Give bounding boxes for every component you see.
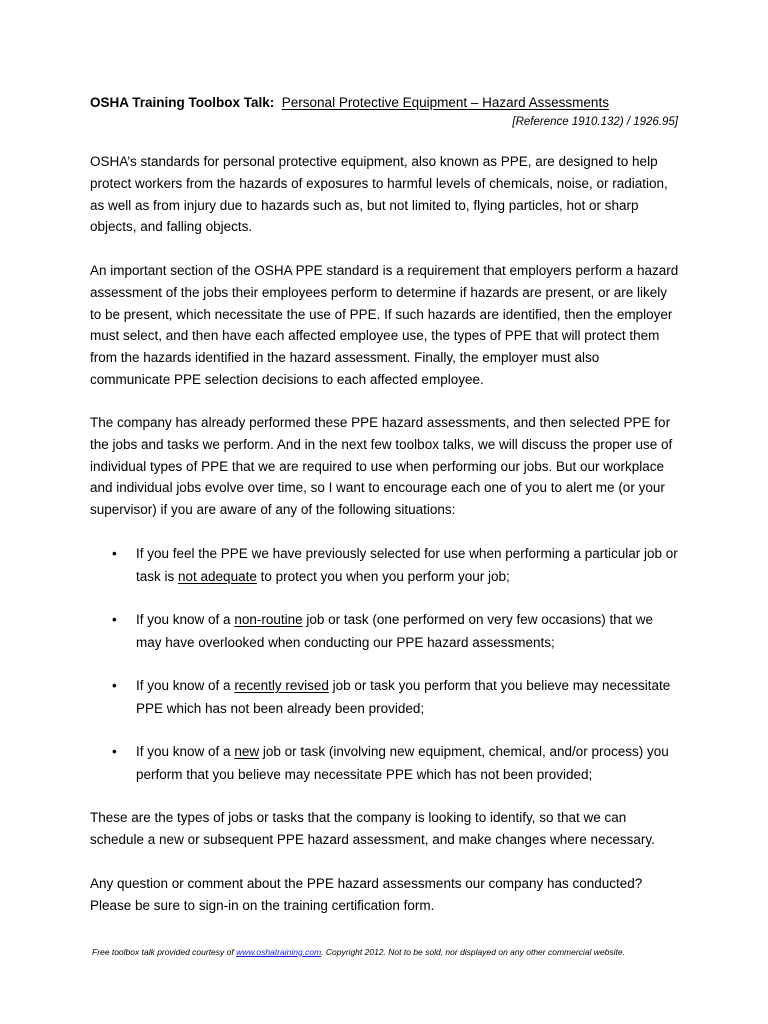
list-item-text: job or task (involving new equipment, chemical, and/or process) you perform that you believe may necessitate PPE which has not been provided; [136,744,669,782]
title-topic: Personal Protective Equipment – Hazard Assessments [281,95,609,110]
list-item-emphasis: not adequate [178,568,257,584]
list-item-emphasis: new [234,744,260,759]
footer-note [92,946,625,958]
paragraph-company-actions: The company has already performed these PPE hazard assessments, and then selected PPE for the jobs and tasks we perform. And in the next few toolbox talks, we will discuss the proper use of individual types of PPE that we are required to use when performing our jobs. But our workplace and individual jobs evolve over time, so I want to encourage each one of you to alert me (or your supervisor) if you are aware of any of the following situations: [90,415,673,518]
paragraph-intro: OSHA’s standards for personal protective equipment, also known as PPE, are designed to help protect workers from the hazards of exposures to harmful levels of chemicals, noise, or radiation, as well as from injury due to hazards such as, but not limited to, flying particles, hot or sharp objects, and falling objects. [90,154,668,235]
footer-text: . Copyright 2012. Not to be sold, nor displayed on any other commercial website. [321,947,625,957]
bullet-icon: • [112,612,117,627]
list-item [90,741,680,786]
footer-link[interactable]: www.oshatraining.com [236,947,322,957]
bullet-icon: • [112,546,117,561]
list-item-text: job or task (one performed on very few occasions) that we may have overlooked when conducting our PPE hazard assessments; [136,612,654,650]
footer-text: Free toolbox talk provided courtesy of [92,947,237,957]
bullet-icon: • [112,744,117,759]
list-item-emphasis: non-routine [234,612,303,627]
title-label: OSHA Training Toolbox Talk: [90,95,275,110]
list-item-text: to protect you when you perform your job; [256,568,510,584]
paragraph-hazard-assessment: An important section of the OSHA PPE standard is a requirement that employers perform a hazard assessment of the jobs their employees perform to determine if hazards are present, or are likely to be present, which necessitate the use of PPE. If such hazards are identified, then the employer must select, and then have each affected employee use, the types of PPE that will protect them from the hazards identified in the hazard assessment. Finally, the employer must also communicate PPE selection decisions to each affected employee. [90,263,679,387]
list-item-text: If you know of a [136,612,235,627]
document-title [90,94,690,112]
list-item-emphasis: recently revised [234,678,329,693]
list-item-text: If you feel the PPE we have previously selected for use when performing a particular job or task is [136,546,678,584]
paragraph-summary: These are the types of jobs or tasks that the company is looking to identify, so that we can schedule a new or subsequent PPE hazard assessment, and make changes where necessary. [90,810,655,847]
situations-list [90,543,680,807]
list-item [90,543,680,588]
list-item [90,675,680,720]
list-item [90,609,680,654]
paragraph-closing: Any question or comment about the PPE hazard assessments our company has conducted? Please be sure to sign-in on the training certification form. [90,876,643,913]
list-item-text: If you know of a [136,744,235,759]
bullet-icon: • [112,678,117,693]
reference-citation: [Reference 1910.132) / 1926.95] [512,116,678,128]
list-item-text: If you know of a [136,678,235,693]
list-item-text: job or task you perform that you believe may necessitate PPE which has not been already been provided; [136,678,671,716]
